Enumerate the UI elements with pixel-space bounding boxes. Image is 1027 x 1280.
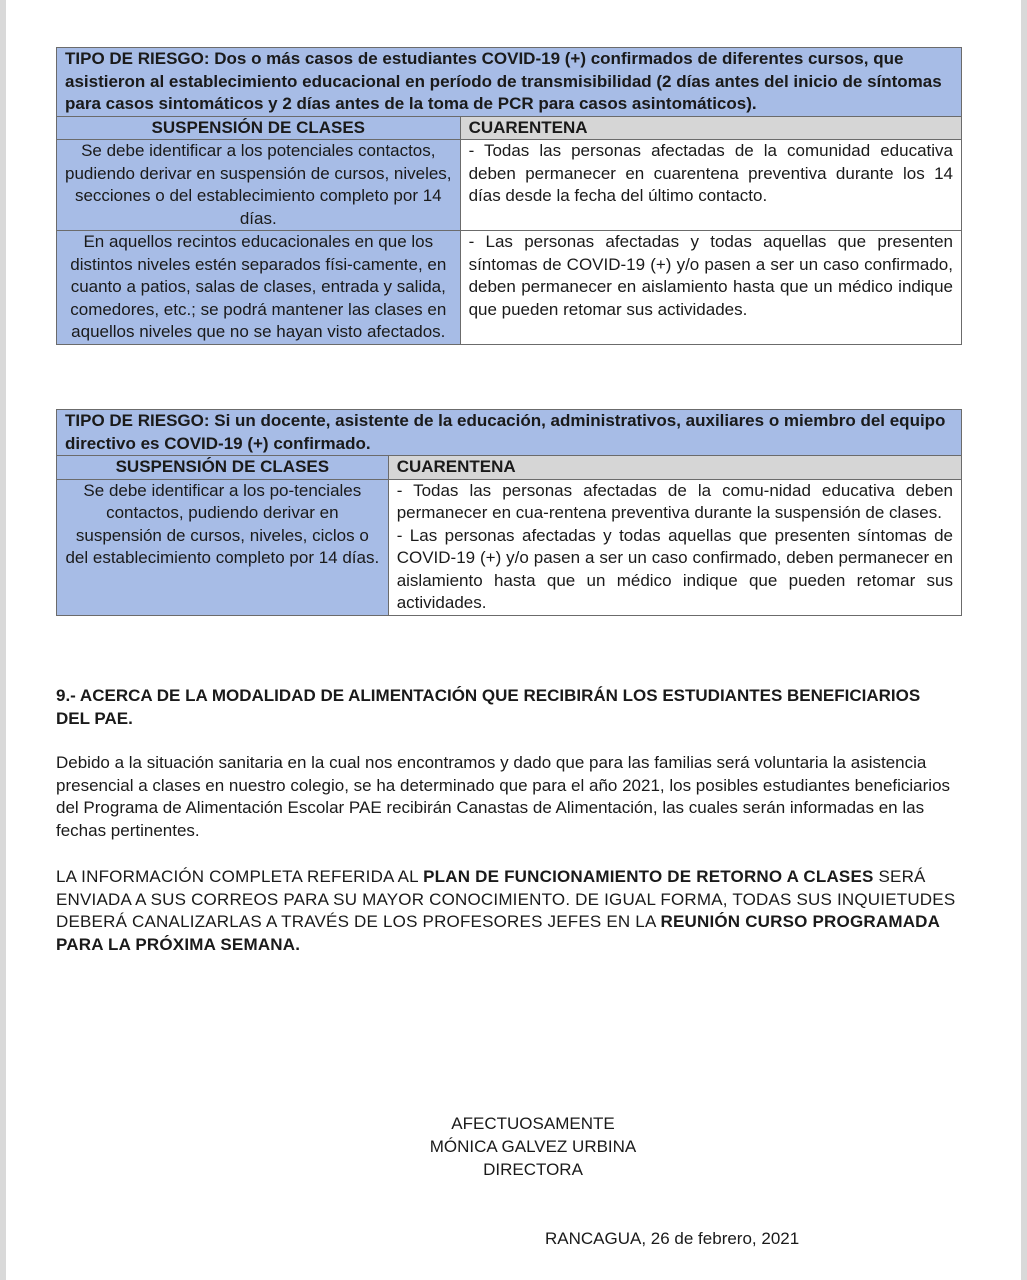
quarantine-text-preventive: - Todas las personas afectadas de la comu-nidad educativa deben permanecer en cua-rentena preventiva durante la suspensión de clases. xyxy=(396,480,953,522)
risk-table-title: TIPO DE RIESGO: Dos o más casos de estudiantes COVID-19 (+) confirmados de diferentes cursos, que asistieron al establecimiento educacional en período de transmisibilidad (2 días antes del inicio de síntomas para casos sintomáticos y 2 días antes de la toma de PCR para casos asintomáticos). xyxy=(57,48,962,117)
page-edge-right xyxy=(1021,0,1027,1280)
table-cell-suspension: Se debe identificar a los po-tenciales contactos, pudiendo derivar en suspensión de cursos, niveles, ciclos o del establecimiento completo por 14 días. xyxy=(57,479,389,615)
notice-bold-meeting: REUNIÓN CURSO PROGRAMADA PARA LA PRÓXIMA SEMANA. xyxy=(56,912,940,954)
page-edge-left xyxy=(0,0,6,1280)
pae-paragraph-text: Debido a la situación sanitaria en la cual nos encontramos y dado que para las familias será voluntaria la asistencia presencial a clases en nuestro colegio, se ha determinado que para el año 2021, los posibles estudiantes beneficiarios del Programa de Alimentación Escolar PAE recibirán Canastas de Alimentación, las cuales serán informadas en las fechas pertinentes. xyxy=(56,753,951,840)
risk-table-title: TIPO DE RIESGO: Si un docente, asistente de la educación, administrativos, auxiliares o miembro del equipo directivo es COVID-19 (+) confirmado. xyxy=(57,410,962,456)
table-cell-quarantine: - Todas las personas afectadas de la comunidad educativa deben permanecer en cuarentena preventiva durante los 14 días desde la fecha del último contacto. xyxy=(460,140,961,231)
signature-closing: AFECTUOSAMENTE xyxy=(451,1114,615,1133)
notice-text-2: SERÁ ENVIADA A SUS CORREOS PARA SU MAYOR CONOCIMIENTO. DE IGUAL FORMA, TODAS SUS INQUIETUDES DEBERÁ CANALIZARLAS A TRAVÉS DE LOS PROFESORES JEFES EN LA xyxy=(56,867,956,931)
column-header-suspension: SUSPENSIÓN DE CLASES xyxy=(57,456,389,480)
table-cell-suspension: En aquellos recintos educacionales en que los distintos niveles estén separados físi-camente, en cuanto a patios, salas de clases, entrada y salida, comedores, etc.; se podrá mantener las clases en aquellos niveles que no se hayan visto afectados. xyxy=(57,231,461,345)
return-plan-notice xyxy=(56,866,956,956)
pae-paragraph xyxy=(56,752,956,842)
quarantine-text-isolation: - Las personas afectadas y todas aquellas que presenten síntomas de COVID-19 (+) y/o pasen a ser un caso confirmado, deben permanecer en aislamiento hasta que un médico indique que pueden retomar sus actividades. xyxy=(396,525,953,612)
risk-table-multiple-students xyxy=(56,47,962,345)
signature-name: MÓNICA GALVEZ URBINA xyxy=(429,1137,637,1156)
section-heading-pae: 9.- ACERCA DE LA MODALIDAD DE ALIMENTACIÓN QUE RECIBIRÁN LOS ESTUDIANTES BENEFICIARIOS DEL PAE. xyxy=(56,686,921,728)
table-cell-suspension: Se debe identificar a los potenciales contactos, pudiendo derivar en suspensión de cursos, niveles, secciones o del establecimiento completo por 14 días. xyxy=(57,140,461,231)
risk-table-staff xyxy=(56,409,962,616)
place-date: RANCAGUA, 26 de febrero, 2021 xyxy=(545,1229,800,1248)
signature-role: DIRECTORA xyxy=(483,1160,583,1179)
column-header-quarantine: CUARENTENA xyxy=(460,116,961,140)
table-cell-quarantine: - Las personas afectadas y todas aquellas que presenten síntomas de COVID-19 (+) y/o pasen a ser un caso confirmado, deben permanecer en aislamiento hasta que un médico indique que pueden retomar sus actividades. xyxy=(460,231,961,345)
column-header-suspension: SUSPENSIÓN DE CLASES xyxy=(57,116,461,140)
notice-text-1: LA INFORMACIÓN COMPLETA REFERIDA AL xyxy=(56,867,424,886)
notice-bold-plan: PLAN DE FUNCIONAMIENTO DE RETORNO A CLASES xyxy=(423,867,874,886)
table-cell-quarantine xyxy=(388,479,961,615)
signature-block xyxy=(380,1112,686,1181)
column-header-quarantine: CUARENTENA xyxy=(388,456,961,480)
